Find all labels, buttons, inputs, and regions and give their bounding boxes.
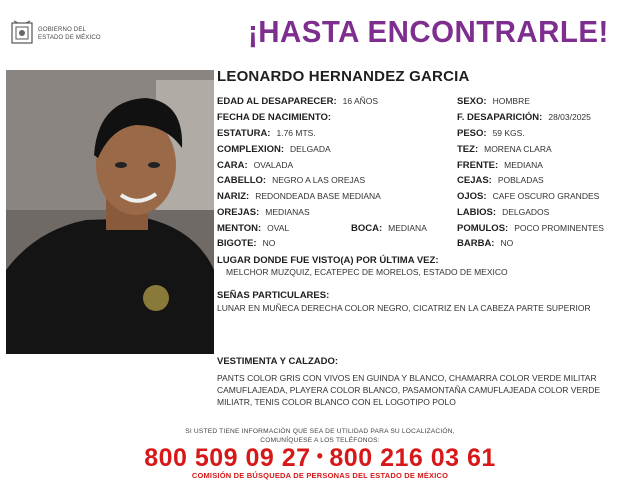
field-label: BARBA: <box>457 238 495 249</box>
field-value: MEDIANA <box>504 160 543 170</box>
field-value: 28/03/2025 <box>548 112 591 122</box>
logo-text-line2: ESTADO DE MÉXICO <box>38 35 101 41</box>
field-barba <box>457 238 513 249</box>
field-label: SEXO: <box>457 96 487 107</box>
field-value: NEGRO A LAS OREJAS <box>272 175 366 185</box>
field-fecha-desaparicion <box>457 112 591 123</box>
last-seen-value: MELCHOR MUZQUIZ, ECATEPEC DE MORELOS, ESTADO DE MEXICO <box>226 267 508 277</box>
field-estatura <box>217 128 316 139</box>
phone-separator: • <box>316 446 324 466</box>
field-label: OREJAS: <box>217 207 260 218</box>
field-pomulos <box>457 223 604 234</box>
field-value: DELGADA <box>290 144 331 154</box>
field-menton <box>217 223 289 234</box>
contact-note <box>0 427 640 445</box>
field-label: COMPLEXION: <box>217 144 285 155</box>
field-edad <box>217 96 378 107</box>
missing-person-photo <box>6 70 214 354</box>
phone-numbers <box>0 444 640 473</box>
field-value: MEDIANA <box>388 223 427 233</box>
field-labios <box>457 207 549 218</box>
field-label: OJOS: <box>457 191 487 202</box>
commission-name: COMISIÓN DE BÚSQUEDA DE PERSONAS DEL ESTADO DE MÉXICO <box>191 471 449 480</box>
field-cara <box>217 160 293 171</box>
field-value: HOMBRE <box>492 96 530 106</box>
field-value: 1.76 MTS. <box>276 128 316 138</box>
clothing-label: VESTIMENTA Y CALZADO: <box>217 356 339 367</box>
field-label: PESO: <box>457 128 487 139</box>
field-value: CAFE OSCURO GRANDES <box>492 191 600 201</box>
field-orejas <box>217 207 310 218</box>
marks-value: LUNAR EN MUÑECA DERECHA COLOR NEGRO, CICATRIZ EN LA CABEZA PARTE SUPERIOR <box>217 303 591 313</box>
contact-note-line1: SI USTED TIENE INFORMACIÓN QUE SEA DE UTILIDAD PARA SU LOCALIZACIÓN, <box>185 428 455 435</box>
field-label: CEJAS: <box>457 175 492 186</box>
state-emblem-icon <box>10 20 34 46</box>
field-label: MENTON: <box>217 223 262 234</box>
field-value: 16 AÑOS <box>342 96 379 106</box>
field-cejas <box>457 175 544 186</box>
logo-text-line1: GOBIERNO DEL <box>38 27 87 33</box>
field-label: BOCA: <box>351 223 383 234</box>
field-bigote <box>217 238 275 249</box>
marks-label: SEÑAS PARTICULARES: <box>217 290 330 301</box>
field-complexion <box>217 144 331 155</box>
contact-note-line2: COMUNÍQUESE A LOS TELÉFONOS: <box>260 437 380 444</box>
last-seen-label: LUGAR DONDE FUE VISTO(A) POR ÚLTIMA VEZ: <box>217 255 439 266</box>
field-tez <box>457 144 552 155</box>
field-ojos <box>457 191 599 202</box>
phone-number-1[interactable]: 800 509 09 27 <box>144 444 311 472</box>
field-boca <box>351 223 427 234</box>
field-nariz <box>217 191 381 202</box>
clothing-value: PANTS COLOR GRIS CON VIVOS EN GUINDA Y BLANCO, CHAMARRA COLOR VERDE MILITAR CAMUFLAJEADA, PLAYERA COLOR BLANCO, PASAMONTAÑA CAMUFLAJEADA COLOR VERDE MILIATR, TENIS COLOR BLANCO CON EL LOGOTIPO POLO <box>217 373 601 407</box>
field-value: OVALADA <box>253 160 294 170</box>
page-title: ¡HASTA ENCONTRARLE! <box>248 14 609 49</box>
field-label: CARA: <box>217 160 248 171</box>
field-value: NO <box>500 238 514 248</box>
field-value: OVAL <box>267 223 290 233</box>
field-label: POMULOS: <box>457 223 509 234</box>
field-label: NARIZ: <box>217 191 250 202</box>
field-label: BIGOTE: <box>217 238 257 249</box>
field-label: F. DESAPARICIÓN: <box>457 112 543 123</box>
field-value: POBLADAS <box>497 175 544 185</box>
field-label: CABELLO: <box>217 175 267 186</box>
field-value: 59 KGS. <box>492 128 525 138</box>
field-value: DELGADOS <box>502 207 550 217</box>
field-value: MORENA CLARA <box>484 144 552 154</box>
field-fecha-nacimiento <box>217 112 337 123</box>
field-label: EDAD AL DESAPARECER: <box>217 96 337 107</box>
phone-number-2[interactable]: 800 216 03 61 <box>329 444 496 472</box>
field-cabello <box>217 175 365 186</box>
field-value: MEDIANAS <box>265 207 310 217</box>
field-value: REDONDEADA BASE MEDIANA <box>255 191 381 201</box>
field-label: FRENTE: <box>457 160 499 171</box>
person-name: LEONARDO HERNANDEZ GARCIA <box>217 68 470 85</box>
field-label: FECHA DE NACIMIENTO: <box>217 112 331 123</box>
field-label: LABIOS: <box>457 207 497 218</box>
field-peso <box>457 128 525 139</box>
field-value: POCO PROMINENTES <box>514 223 604 233</box>
field-label: ESTATURA: <box>217 128 271 139</box>
field-sexo <box>457 96 530 107</box>
field-label: TEZ: <box>457 144 479 155</box>
field-frente <box>457 160 543 171</box>
field-value: NO <box>262 238 276 248</box>
government-logo <box>10 20 130 48</box>
